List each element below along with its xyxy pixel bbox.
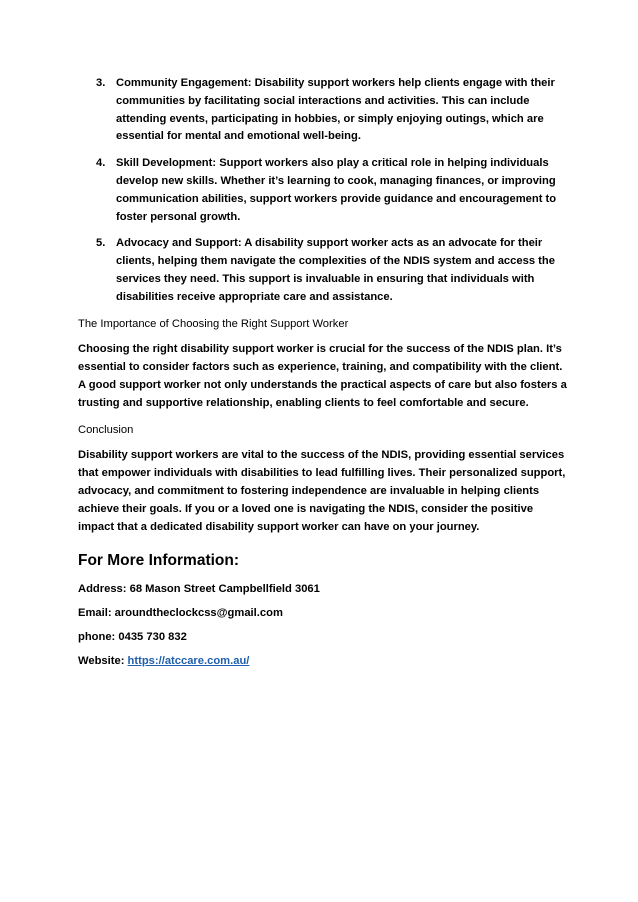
numbered-list (78, 75, 568, 307)
phone-line: phone: 0435 730 832 (78, 630, 187, 643)
website-label: Website: (78, 654, 128, 667)
importance-paragraph: Choosing the right disability support worker is crucial for the success of the NDIS plan. It’s essential to consider factors such as experience, training, and compatibility with the client. A good support worker not only understands the practical aspects of care but also fosters a trusting and supportive relationship, enabling clients to feel comfortable and secure. (78, 343, 567, 409)
page-content (78, 75, 568, 677)
list-item (78, 75, 568, 146)
list-item-text: Community Engagement: Disability support workers help clients engage with their communities by facilitating social interactions and activities. This can include attending events, participating in hobbies, or simply enjoying outings, which are essential for mental and emotional well-being. (116, 77, 555, 143)
list-item-number: 4. (96, 157, 106, 170)
list-item-text: Advocacy and Support: A disability support worker acts as an advocate for their clients, helping them navigate the complexities of the NDIS system and access the services they need. This support is invaluable in ensuring that individuals with disabilities receive appropriate care and assistance. (116, 237, 555, 303)
list-item-text: Skill Development: Support workers also play a critical role in helping individuals develop new skills. Whether it’s learning to cook, managing finances, or improving communication abilities, support workers provide guidance and encouragement to foster personal growth. (116, 157, 557, 223)
website-link[interactable]: https://atccare.com.au/ (127, 654, 250, 667)
more-info-title: For More Information: (78, 552, 240, 570)
address-line: Address: 68 Mason Street Campbellfield 3061 (78, 583, 320, 596)
email-line: Email: aroundtheclockcss@gmail.com (78, 607, 283, 620)
list-item (78, 155, 568, 226)
list-item (78, 235, 568, 306)
list-item-number: 3. (96, 77, 106, 89)
conclusion-paragraph: Disability support workers are vital to the success of the NDIS, providing essential services that empower individuals with disabilities to lead fulfilling lives. Their personalized support, advocacy, and commitment to fostering independence are invaluable in helping clients achieve their goals. If you or a loved one is navigating the NDIS, consider the positive impact that a dedicated disability support worker can have on your journey. (78, 449, 566, 533)
importance-heading: The Importance of Choosing the Right Support Worker (78, 317, 349, 330)
list-item-number: 5. (96, 237, 106, 250)
conclusion-heading: Conclusion (78, 423, 134, 436)
website-line (78, 653, 568, 671)
